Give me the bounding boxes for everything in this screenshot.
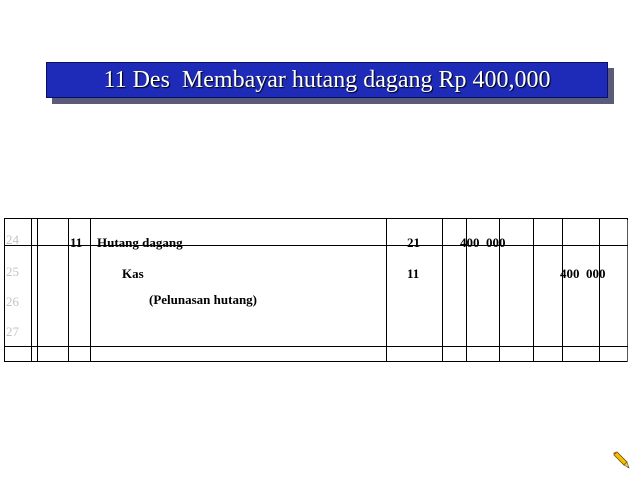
entry-account: Kas [122,266,144,281]
row-number: 26 [6,294,19,309]
entry-debit: 400 000 [460,235,506,250]
journal-ledger [4,218,628,362]
row-number: 25 [6,264,19,279]
entry-credit: 400 000 [560,266,606,281]
row-number: 27 [6,324,19,339]
pencil-icon [612,451,630,469]
entry-ref: 21 [407,235,420,250]
row-number: 24 [6,232,19,247]
entry-date: 11 [70,235,83,250]
banner-title: 11 Des Membayar hutang dagang Rp 400,000 [103,66,551,93]
entry-ref: 11 [407,266,420,281]
entry-description: (Pelunasan hutang) [149,292,257,307]
entry-account: Hutang dagang [97,235,183,250]
title-banner [46,62,608,98]
